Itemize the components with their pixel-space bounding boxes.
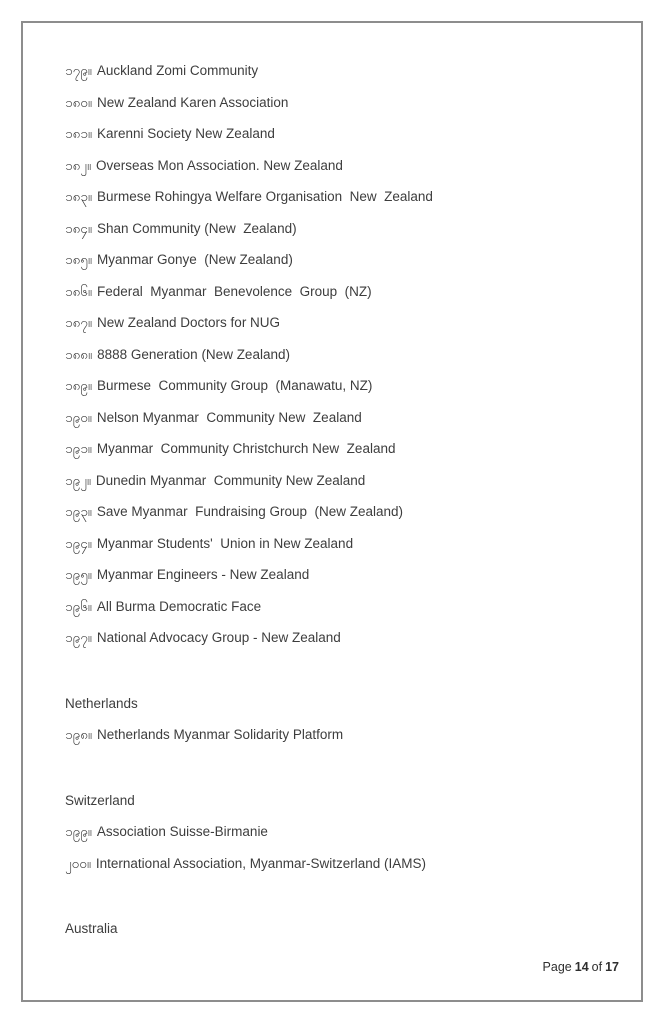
- list-item: [65, 127, 621, 141]
- list-item: [65, 190, 621, 204]
- item-name: Association Suisse-Birmanie: [96, 824, 268, 839]
- footer-total-pages: 17: [605, 960, 619, 974]
- item-number: ၁၈၄။: [65, 220, 92, 236]
- item-name: International Association, Myanmar-Switzerland (IAMS): [95, 855, 427, 871]
- item-number: ၁၉၂။: [65, 472, 91, 488]
- list-item: [65, 64, 621, 78]
- list-item: [65, 537, 621, 551]
- footer-label-of: of: [591, 960, 603, 974]
- item-number: ၁၈၈။: [65, 346, 93, 362]
- section-divider: [65, 663, 621, 697]
- section-divider: [65, 888, 621, 922]
- item-name: Burmese Rohingya Welfare Organisation New Zealand: [97, 189, 433, 204]
- list-item: [65, 222, 621, 236]
- item-name: New Zealand Karen Association: [97, 94, 289, 110]
- item-number: ၁၉၅။: [65, 567, 92, 582]
- item-number: ၁၉၁။: [65, 441, 92, 456]
- country-heading-australia: Australia: [65, 921, 118, 936]
- item-number: ၁၉၆။: [65, 598, 92, 614]
- list-item: [65, 253, 621, 267]
- item-name: Myanmar Community Christchurch New Zealand: [96, 441, 396, 456]
- country-heading-switzerland: Switzerland: [65, 792, 135, 808]
- item-name: Auckland Zomi Community: [96, 63, 259, 78]
- list-item: [65, 505, 621, 519]
- item-name: Myanmar Engineers - New Zealand: [96, 567, 310, 582]
- item-number: ၁၉၈။: [65, 727, 92, 742]
- item-number: ၁၉၄။: [65, 535, 92, 551]
- footer-label-page: Page: [542, 960, 572, 974]
- footer-page-number: 14: [574, 960, 589, 974]
- list-item: [65, 442, 621, 456]
- list-item: [65, 379, 621, 393]
- item-number: ၁၈၅။: [65, 252, 92, 267]
- item-number: ၁၈၂။: [65, 157, 92, 173]
- list-item: [65, 568, 621, 582]
- list-item: [65, 857, 621, 871]
- item-name: Myanmar Students' Union in New Zealand: [96, 535, 354, 551]
- country-heading-netherlands: Netherlands: [65, 695, 138, 711]
- list-item: [65, 631, 621, 645]
- page-footer: [543, 960, 619, 974]
- item-name: Myanmar Gonye (New Zealand): [97, 252, 293, 267]
- list-item: [65, 600, 621, 614]
- item-number: ၁၈၇။: [65, 315, 92, 330]
- item-number: ၁၇၉။: [65, 63, 92, 78]
- item-number: ၂၀၀။: [65, 855, 91, 871]
- item-name: Overseas Mon Association. New Zealand: [96, 157, 343, 173]
- item-name: Shan Community (New Zealand): [97, 220, 297, 236]
- item-name: Federal Myanmar Benevolence Group (NZ): [97, 283, 372, 299]
- item-number: ၁၈၃။: [65, 189, 92, 204]
- item-name: Nelson Myanmar Community New Zealand: [96, 409, 362, 425]
- item-number: ၁၉၃။: [65, 504, 92, 519]
- section-divider: [65, 760, 621, 794]
- item-name: Save Myanmar Fundraising Group (New Zealand): [96, 504, 404, 519]
- list-item: [65, 96, 621, 110]
- list-item: [65, 316, 621, 330]
- document-page: [21, 21, 643, 1002]
- item-number: ၁၈၆။: [65, 283, 92, 299]
- item-name: Netherlands Myanmar Solidarity Platform: [97, 727, 344, 742]
- list-item: [65, 728, 621, 742]
- item-number: ၁၈၉။: [65, 378, 92, 393]
- list-item: [65, 411, 621, 425]
- item-name: National Advocacy Group - New Zealand: [96, 630, 341, 645]
- list-item: [65, 825, 621, 839]
- item-name: All Burma Democratic Face: [96, 598, 262, 614]
- organization-list: [65, 64, 621, 954]
- item-number: ၁၉၀။: [65, 409, 92, 425]
- item-name: 8888 Generation (New Zealand): [97, 346, 290, 362]
- item-name: Dunedin Myanmar Community New Zealand: [95, 472, 366, 488]
- item-number: ၁၉၉။: [65, 824, 92, 839]
- item-name: Burmese Community Group (Manawatu, NZ): [97, 378, 373, 393]
- list-item: [65, 474, 621, 488]
- item-number: ၁၈၁။: [65, 126, 92, 141]
- list-item: [65, 159, 621, 173]
- list-item: [65, 348, 621, 362]
- item-name: New Zealand Doctors for NUG: [97, 315, 281, 330]
- item-number: ၁၈၀။: [65, 94, 92, 110]
- list-item: [65, 285, 621, 299]
- item-name: Karenni Society New Zealand: [97, 126, 275, 141]
- item-number: ၁၉၇။: [65, 630, 92, 645]
